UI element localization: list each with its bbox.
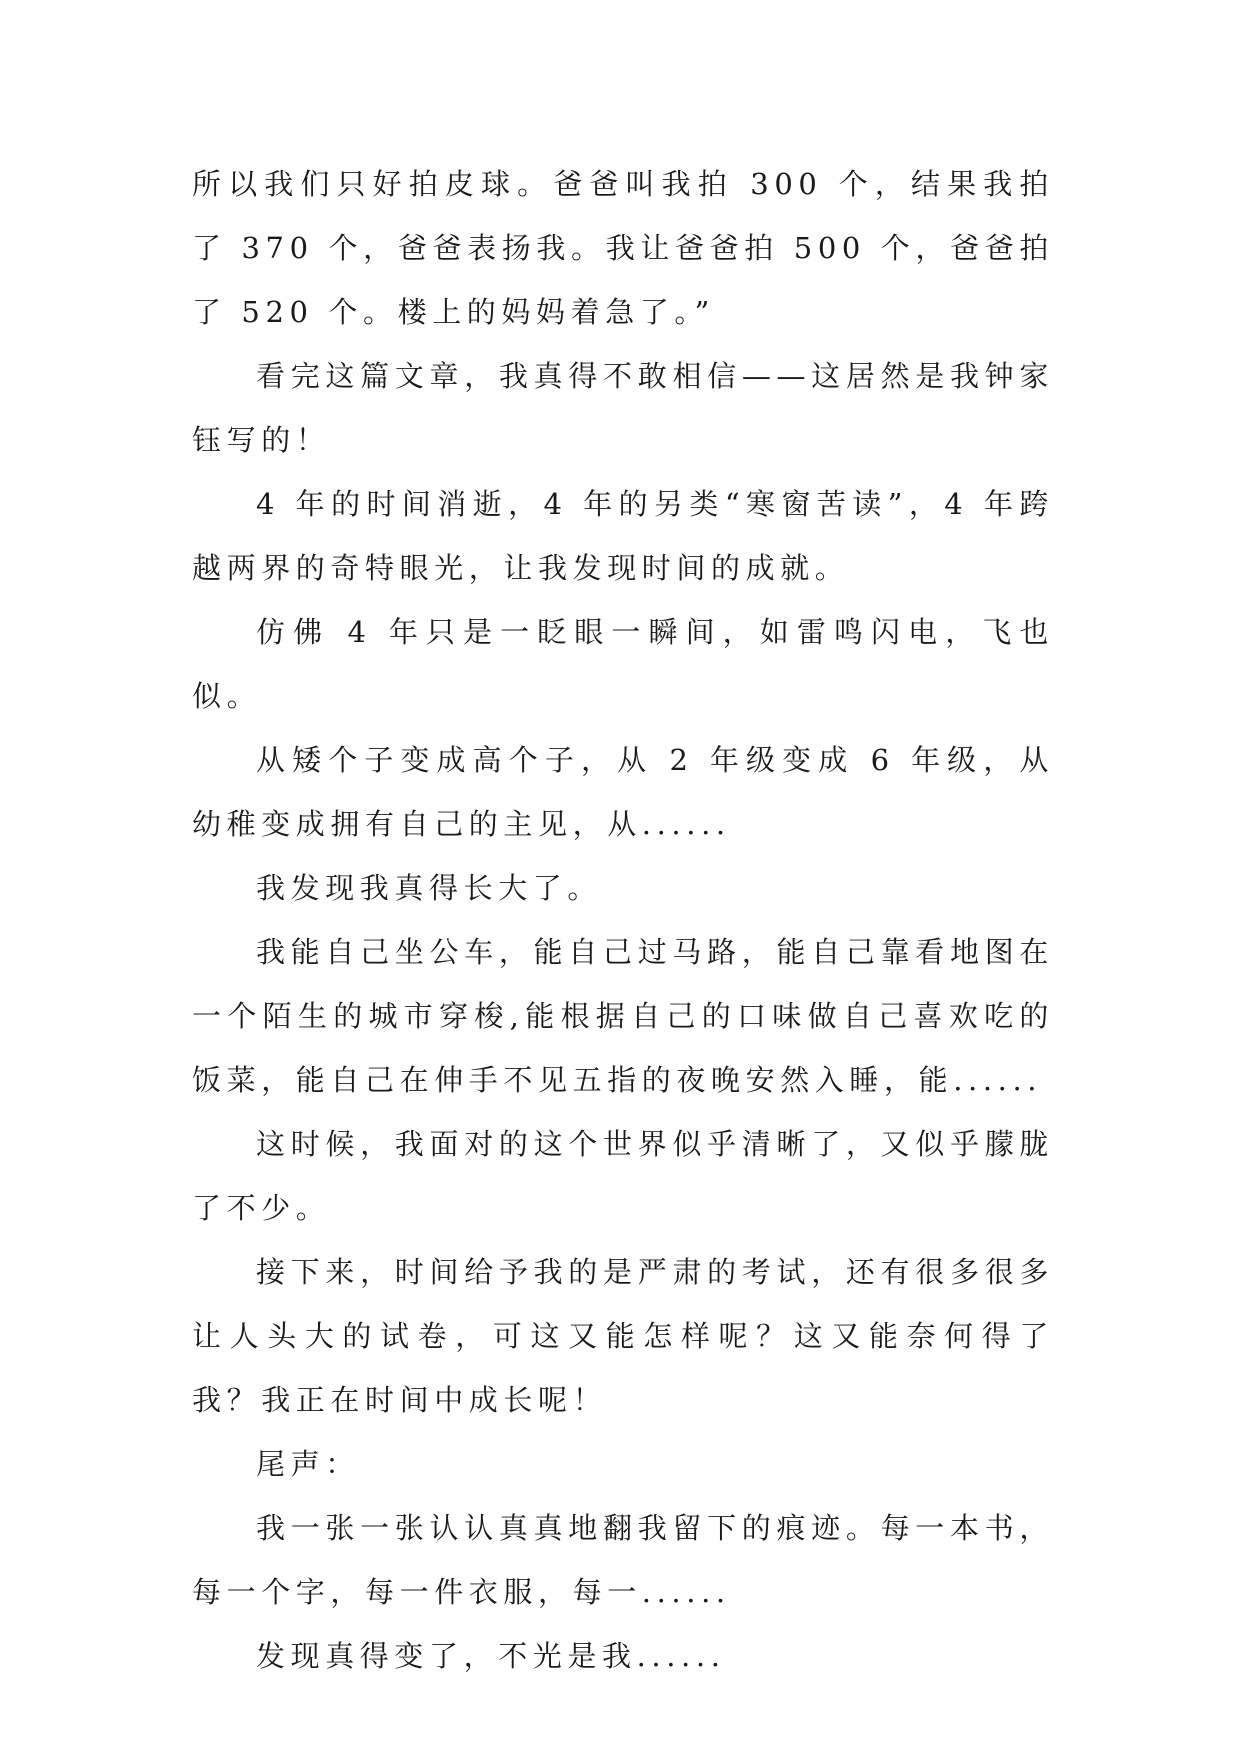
paragraph: 发现真得变了，不光是我...... <box>256 1639 726 1673</box>
paragraph: 所以我们只好拍皮球。爸爸叫我拍 300 个，结果我拍了 370 个，爸爸表扬我。我让爸爸拍 500 个，爸爸拍了 520 个。楼上的妈妈着急了。” <box>192 167 1054 329</box>
paragraph: 从矮个子变成高个子，从 2 年级变成 6 年级，从幼稚变成拥有自己的主见，从...... <box>192 743 1054 841</box>
paragraph: 看完这篇文章，我真得不敢相信——这居然是我钟家钰写的！ <box>192 359 1054 457</box>
paragraph: 我一张一张认认真真地翻我留下的痕迹。每一本书，每一个字，每一件衣服，每一...... <box>192 1511 1054 1609</box>
paragraph: 接下来，时间给予我的是严肃的考试，还有很多很多让人头大的试卷，可这又能怎样呢？这又能奈何得了我？我正在时间中成长呢！ <box>192 1255 1054 1417</box>
paragraph: 尾声： <box>256 1447 360 1481</box>
document-body <box>192 152 1054 1688</box>
paragraph: 我能自己坐公车，能自己过马路，能自己靠看地图在一个陌生的城市穿梭,能根据自己的口味做自己喜欢吃的饭菜，能自己在伸手不见五指的夜晚安然入睡，能...... <box>192 935 1054 1097</box>
paragraph: 这时候，我面对的这个世界似乎清晰了，又似乎朦胧了不少。 <box>192 1127 1054 1225</box>
paragraph: 我发现我真得长大了。 <box>256 871 603 905</box>
paragraph: 4 年的时间消逝，4 年的另类“寒窗苦读”，4 年跨越两界的奇特眼光，让我发现时间的成就。 <box>192 487 1054 585</box>
paragraph: 仿佛 4 年只是一眨眼一瞬间，如雷鸣闪电，飞也似。 <box>192 615 1054 713</box>
